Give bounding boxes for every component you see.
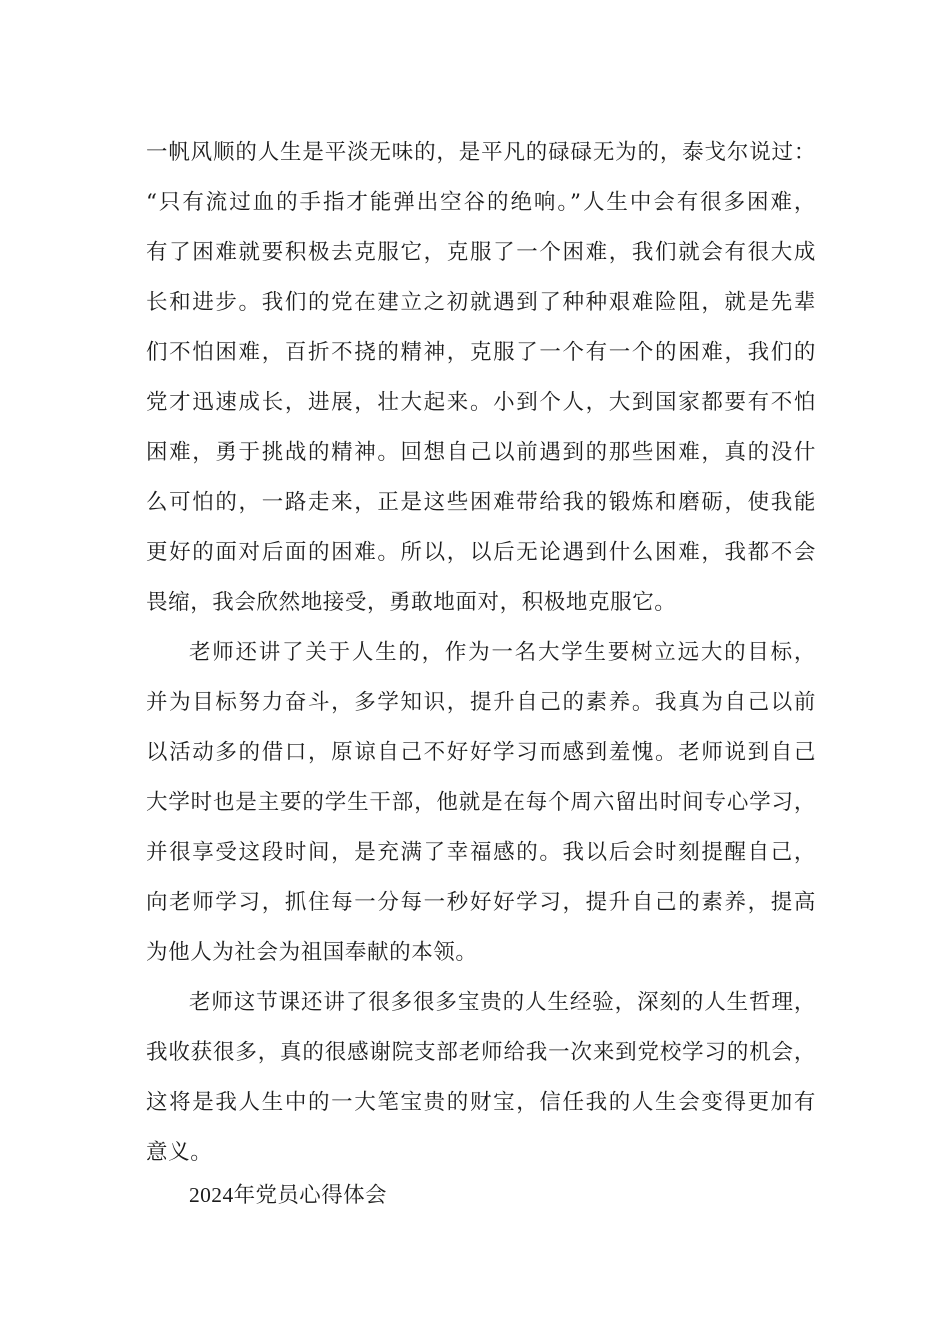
- paragraph-line: 并为目标努力奋斗，多学知识，提升自己的素养。我真为自己以前: [146, 690, 816, 715]
- paragraph-line: 向老师学习，抓住每一分每一秒好好学习，提升自己的素养，提高: [146, 890, 816, 915]
- paragraph-line: 我收获很多，真的很感谢院支部老师给我一次来到党校学习的机会，: [146, 1040, 816, 1065]
- paragraph-3: [146, 978, 816, 1178]
- section-heading: 2024年党员心得体会: [189, 1183, 387, 1207]
- paragraph-line: 畏缩，我会欣然地接受，勇敢地面对，积极地克服它。: [146, 590, 677, 615]
- paragraph-line: 困难，勇于挑战的精神。回想自己以前遇到的那些困难，真的没什: [146, 440, 816, 465]
- paragraph-line: 老师还讲了关于人生的，作为一名大学生要树立远大的目标，: [189, 640, 816, 665]
- paragraph-line: 这将是我人生中的一大笔宝贵的财宝，信任我的人生会变得更加有: [146, 1090, 816, 1115]
- paragraph-line: 长和进步。我们的党在建立之初就遇到了种种艰难险阻，就是先辈: [146, 290, 816, 315]
- body-text: [146, 128, 816, 1178]
- paragraph-line: 为他人为社会为祖国奉献的本领。: [146, 940, 478, 965]
- paragraph-line: 并很享受这段时间，是充满了幸福感的。我以后会时刻提醒自己，: [146, 840, 816, 865]
- paragraph-line: 老师这节课还讲了很多很多宝贵的人生经验，深刻的人生哲理，: [189, 990, 816, 1015]
- paragraph-2: [146, 628, 816, 978]
- paragraph-line: 有了困难就要积极去克服它，克服了一个困难，我们就会有很大成: [146, 240, 816, 265]
- paragraph-line: 一帆风顺的人生是平淡无味的，是平凡的碌碌无为的，泰戈尔说过：: [146, 140, 816, 165]
- paragraph-1: [146, 128, 816, 628]
- paragraph-line: 意义。: [146, 1140, 213, 1165]
- paragraph-line: “只有流过血的手指才能弹出空谷的绝响。”人生中会有很多困难，: [146, 190, 816, 215]
- paragraph-line: 党才迅速成长，进展，壮大起来。小到个人，大到国家都要有不怕: [146, 390, 816, 415]
- paragraph-line: 们不怕困难，百折不挠的精神，克服了一个有一个的困难，我们的: [146, 340, 816, 365]
- paragraph-line: 以活动多的借口，原谅自己不好好学习而感到羞愧。老师说到自己: [146, 740, 816, 765]
- paragraph-line: 么可怕的，一路走来，正是这些困难带给我的锻炼和磨砺，使我能: [146, 490, 816, 515]
- paragraph-line: 大学时也是主要的学生干部，他就是在每个周六留出时间专心学习，: [146, 790, 816, 815]
- paragraph-line: 更好的面对后面的困难。所以，以后无论遇到什么困难，我都不会: [146, 540, 816, 565]
